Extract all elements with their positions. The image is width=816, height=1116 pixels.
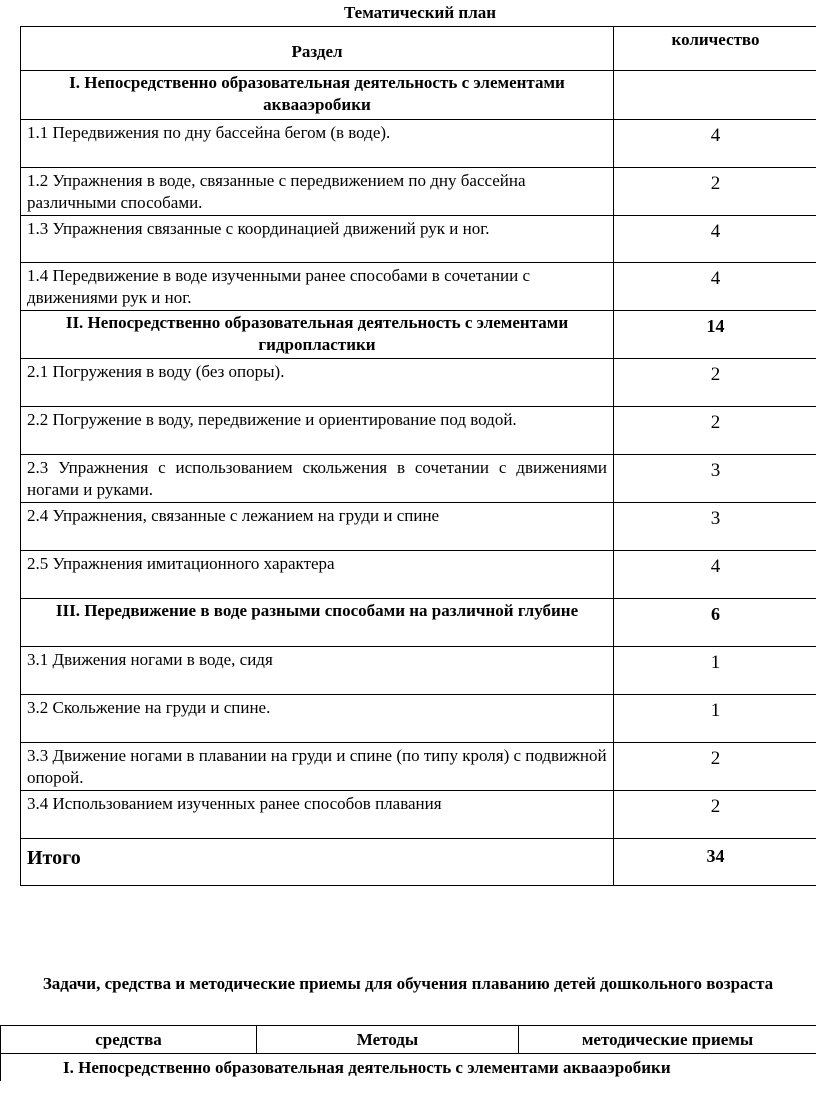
- item-count: 1: [614, 695, 816, 743]
- item-label: 2.2 Погружение в воду, передвижение и ориентирование под водой.: [21, 407, 614, 455]
- item-row: [21, 359, 816, 407]
- tasks-section-title: I. Непосредственно образовательная деятельность с элементами аквааэробики: [1, 1054, 816, 1082]
- item-count: 4: [614, 263, 816, 311]
- item-count: 4: [614, 120, 816, 168]
- section-count: 14: [614, 311, 816, 359]
- section-row: [21, 311, 816, 359]
- total-value: 34: [614, 839, 816, 886]
- section-count: [614, 71, 816, 120]
- item-label: 2.5 Упражнения имитационного характера: [21, 551, 614, 599]
- item-row: [21, 168, 816, 216]
- section-title: I. Непосредственно образовательная деятельность с элементами аквааэробики: [21, 71, 614, 120]
- item-label: 1.1 Передвижения по дну бассейна бегом (в воде).: [21, 120, 614, 168]
- section-row: [21, 599, 816, 647]
- item-label: 2.3 Упражнения с использованием скольжения в сочетании с движениями ногами и руками.: [21, 455, 614, 503]
- item-row: [21, 407, 816, 455]
- item-count: 3: [614, 503, 816, 551]
- item-label: 3.1 Движения ногами в воде, сидя: [21, 647, 614, 695]
- item-row: [21, 216, 816, 263]
- table-header-row: [21, 27, 816, 71]
- header-section: Раздел: [21, 27, 614, 71]
- item-count: 2: [614, 791, 816, 839]
- item-label: 3.4 Использованием изученных ранее способов плавания: [21, 791, 614, 839]
- item-label: 1.4 Передвижение в воде изученными ранее способами в сочетании с движениями рук и ног.: [21, 263, 614, 311]
- tasks-table: [0, 1025, 816, 1081]
- item-label: 2.1 Погружения в воду (без опоры).: [21, 359, 614, 407]
- item-row: [21, 120, 816, 168]
- item-row: [21, 647, 816, 695]
- item-count: 2: [614, 407, 816, 455]
- item-count: 2: [614, 359, 816, 407]
- item-row: [21, 551, 816, 599]
- section-count: 6: [614, 599, 816, 647]
- item-count: 4: [614, 551, 816, 599]
- item-label: 2.4 Упражнения, связанные с лежанием на груди и спине: [21, 503, 614, 551]
- plan-title: Тематический план: [343, 3, 497, 22]
- item-count: 3: [614, 455, 816, 503]
- item-row: [21, 743, 816, 791]
- tasks-header-row: [1, 1026, 816, 1054]
- item-label: 1.2 Упражнения в воде, связанные с передвижением по дну бассейна различными способами.: [21, 168, 614, 216]
- item-count: 2: [614, 168, 816, 216]
- item-count: 2: [614, 743, 816, 791]
- item-label: 1.3 Упражнения связанные с координацией движений рук и ног.: [21, 216, 614, 263]
- tasks-section-row: [1, 1054, 816, 1082]
- total-row: [21, 839, 816, 886]
- item-row: [21, 455, 816, 503]
- section-row: [21, 71, 816, 120]
- item-row: [21, 791, 816, 839]
- item-row: [21, 503, 816, 551]
- tasks-col-methods: Методы: [257, 1026, 519, 1054]
- header-count: количество: [614, 27, 816, 71]
- total-label: Итого: [21, 839, 614, 886]
- tasks-title: Задачи, средства и методические приемы для обучения плаванию детей дошкольного возраста: [42, 974, 774, 993]
- item-count: 1: [614, 647, 816, 695]
- section-title: II. Непосредственно образовательная деятельность с элементами гидропластики: [21, 311, 614, 359]
- item-row: [21, 263, 816, 311]
- item-label: 3.2 Скольжение на груди и спине.: [21, 695, 614, 743]
- item-row: [21, 695, 816, 743]
- tasks-col-means: средства: [1, 1026, 257, 1054]
- item-count: 4: [614, 216, 816, 263]
- thematic-plan-table: [20, 26, 816, 886]
- item-label: 3.3 Движение ногами в плавании на груди и спине (по типу кроля) с подвижной опорой.: [21, 743, 614, 791]
- tasks-col-techniques: методические приемы: [519, 1026, 816, 1054]
- section-title: III. Передвижение в воде разными способами на различной глубине: [21, 599, 614, 647]
